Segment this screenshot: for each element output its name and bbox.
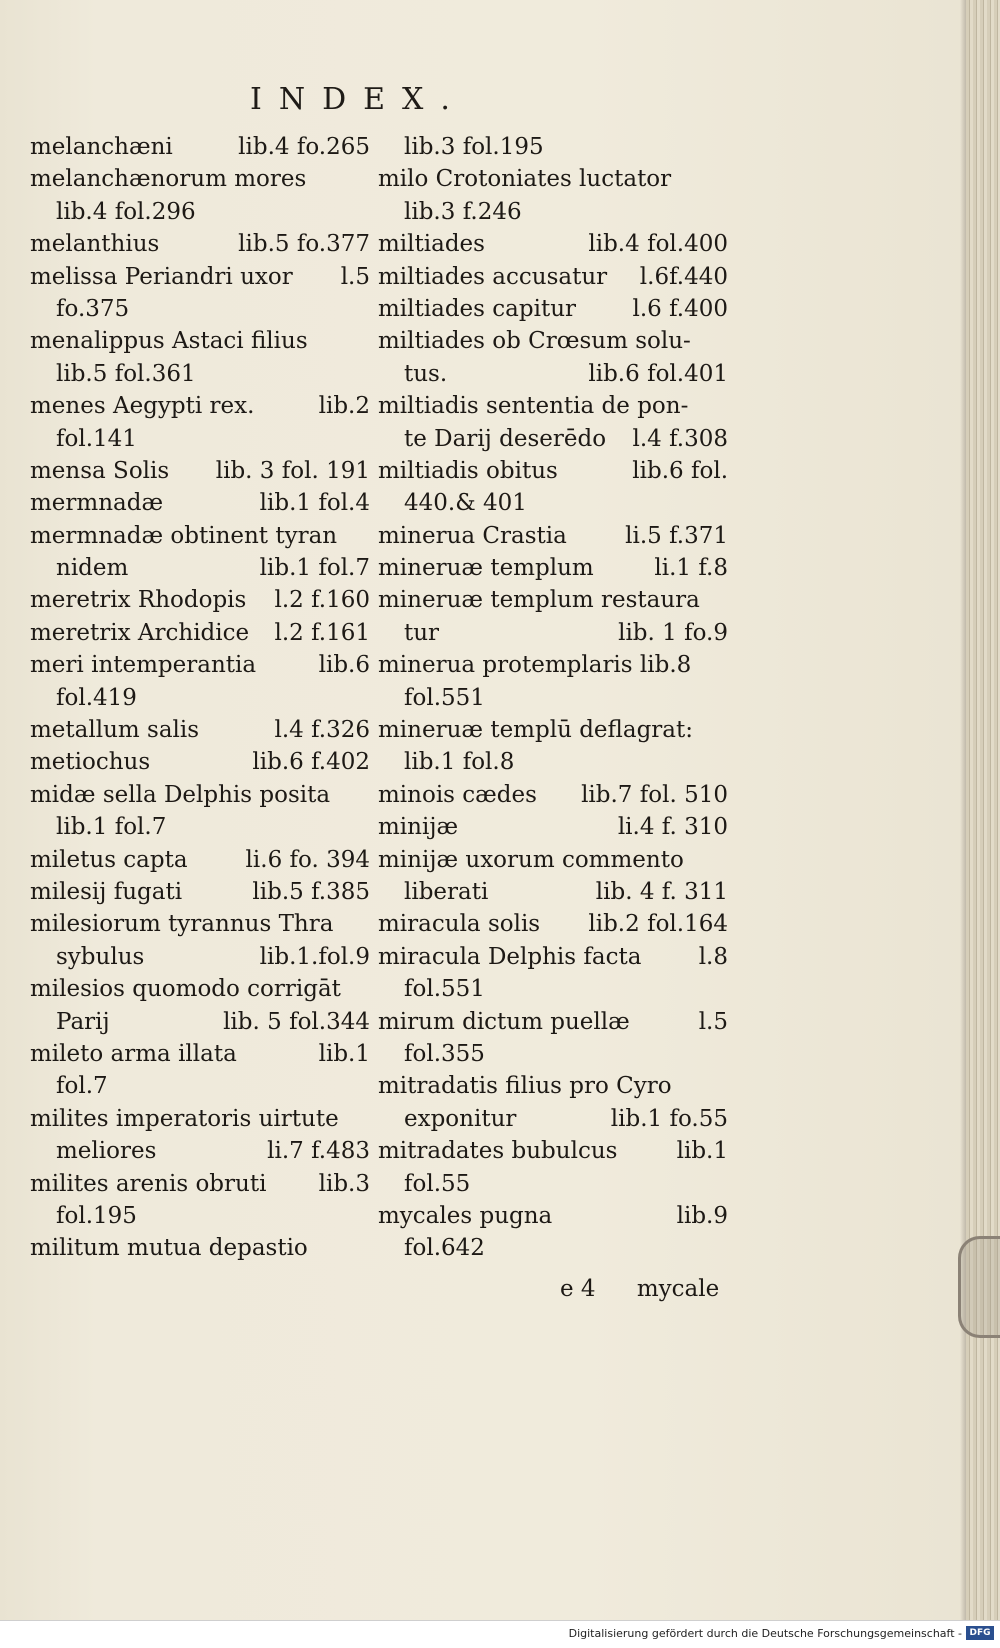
index-entry — [30, 973, 370, 1005]
index-entry — [378, 455, 728, 487]
index-entry — [378, 844, 728, 876]
entry-text: lib.5 fol.361 — [56, 360, 196, 387]
entry-text: miltiades ob Crœsum solu- — [378, 328, 691, 355]
index-entry — [378, 261, 728, 293]
index-entry — [30, 358, 370, 390]
entry-reference: l.6 f.400 — [632, 295, 728, 322]
entry-text: fol.355 — [404, 1040, 485, 1067]
entry-reference: lib. 1 fo.9 — [618, 619, 728, 646]
entry-text: meliores — [56, 1138, 157, 1165]
index-entry — [30, 941, 370, 973]
index-entry — [378, 1103, 728, 1135]
entry-text: lib.1 fol.7 — [56, 814, 167, 841]
entry-text: mineruæ templū deflagrat: — [378, 717, 694, 744]
index-entry — [378, 1038, 728, 1070]
entry-text: menalippus Astaci filius — [30, 328, 308, 355]
entry-text: 440.& 401 — [404, 490, 527, 517]
entry-text: meri intemperantia — [30, 652, 257, 679]
entry-reference: lib.1 fol.4 — [259, 490, 370, 517]
index-entry — [378, 876, 728, 908]
index-entry — [30, 423, 370, 455]
entry-text: miracula solis — [378, 911, 541, 938]
entry-text: melanchænorum mores — [30, 166, 307, 193]
entry-text: mermnadæ obtinent tyran — [30, 522, 338, 549]
index-entry — [30, 261, 370, 293]
index-entry — [378, 746, 728, 778]
entry-reference: lib.3 — [318, 1170, 370, 1197]
index-entry — [378, 649, 728, 681]
index-entry — [30, 844, 370, 876]
index-entry — [378, 1070, 728, 1102]
entry-text: fol.55 — [404, 1170, 471, 1197]
entry-text: mensa Solis — [30, 457, 170, 484]
index-entry — [30, 131, 370, 163]
entry-text: miracula Delphis facta — [378, 943, 642, 970]
index-entry — [378, 1200, 728, 1232]
index-entry — [30, 779, 370, 811]
index-entry — [30, 1232, 370, 1264]
entry-text: fol.551 — [404, 976, 485, 1003]
entry-reference: lib.1 fo.55 — [610, 1105, 728, 1132]
index-entry — [378, 1135, 728, 1167]
index-entry — [30, 1006, 370, 1038]
entry-text: miltiadis obitus — [378, 457, 558, 484]
entry-reference: lib.1.fol.9 — [259, 943, 370, 970]
index-entry — [30, 1135, 370, 1167]
entry-text: fol.642 — [404, 1235, 485, 1262]
signature-mark: e 4 — [560, 1276, 596, 1302]
entry-reference: lib.4 fo.265 — [238, 134, 370, 160]
index-entry — [378, 131, 728, 163]
entry-reference: li.4 f. 310 — [617, 814, 728, 841]
entry-reference: l.2 f.161 — [274, 619, 370, 646]
index-entry — [30, 196, 370, 228]
index-entry — [378, 325, 728, 357]
dfg-logo: DFG — [966, 1626, 994, 1640]
entry-reference: lib. 5 fol.344 — [223, 1008, 370, 1035]
entry-text: lib.4 fol.296 — [56, 198, 196, 225]
entry-text: fo.375 — [56, 295, 130, 322]
entry-text: milo Crotoniates luctator — [378, 166, 672, 193]
index-column-left — [30, 131, 370, 1265]
index-entry — [30, 584, 370, 616]
index-entry — [378, 714, 728, 746]
entry-text: mitradates bubulcus — [378, 1138, 618, 1165]
entry-text: melanthius — [30, 231, 160, 258]
entry-text: miltiadis sententia de pon- — [378, 393, 689, 420]
entry-text: menes Aegypti rex. — [30, 393, 255, 420]
index-entry — [30, 649, 370, 681]
entry-text: mineruæ templum restaura — [378, 587, 700, 614]
index-entry — [30, 811, 370, 843]
index-entry — [378, 908, 728, 940]
entry-reference: lib.6 fol.401 — [588, 360, 728, 387]
entry-text: melissa Periandri uxor — [30, 263, 293, 290]
entry-reference: lib. 3 fol. 191 — [215, 457, 370, 484]
entry-text: milites imperatoris uirtute — [30, 1105, 339, 1132]
entry-text: minijæ — [378, 814, 459, 841]
entry-text: fol.7 — [56, 1073, 108, 1100]
index-entry — [30, 293, 370, 325]
index-entry — [30, 1038, 370, 1070]
entry-reference: lib.2 — [318, 393, 370, 420]
entry-text: lib.3 f.246 — [404, 198, 522, 225]
index-entry — [30, 1200, 370, 1232]
catchword: mycale — [636, 1276, 720, 1302]
entry-reference: lib.1 — [676, 1138, 728, 1165]
index-entry — [30, 746, 370, 778]
index-entry — [378, 552, 728, 584]
index-entry — [378, 1006, 728, 1038]
page-stack-edge — [966, 0, 1000, 1622]
entry-text: milesij fugati — [30, 878, 183, 905]
index-entry — [378, 423, 728, 455]
entry-text: fol.419 — [56, 684, 137, 711]
index-entry — [378, 228, 728, 260]
entry-text: liberati — [404, 878, 489, 905]
index-entry — [30, 487, 370, 519]
entry-reference: lib.5 fo.377 — [238, 231, 370, 258]
entry-text: exponitur — [404, 1105, 517, 1132]
index-entry — [30, 520, 370, 552]
entry-text: meretrix Archidice — [30, 619, 250, 646]
entry-text: fol.551 — [404, 684, 485, 711]
entry-reference: li.7 f.483 — [267, 1138, 370, 1165]
entry-reference: l.5 — [698, 1008, 728, 1035]
index-entry — [378, 520, 728, 552]
entry-text: milesiorum tyrannus Thra — [30, 911, 334, 938]
entry-text: nidem — [56, 555, 129, 582]
index-entry — [378, 196, 728, 228]
index-entry — [378, 293, 728, 325]
entry-reference: li.1 f.8 — [654, 555, 728, 582]
entry-reference: l.8 — [698, 943, 728, 970]
entry-text: minijæ uxorum commento — [378, 846, 684, 873]
entry-reference: lib.1 fol.7 — [259, 555, 370, 582]
index-entry — [30, 876, 370, 908]
entry-text: fol.195 — [56, 1202, 137, 1229]
index-entry — [378, 682, 728, 714]
entry-reference: lib.1 — [318, 1040, 370, 1067]
index-entry — [30, 163, 370, 195]
page-footer — [560, 1276, 719, 1302]
entry-reference: lib.5 f.385 — [252, 878, 370, 905]
entry-text: metiochus — [30, 749, 151, 776]
entry-text: mileto arma illata — [30, 1040, 237, 1067]
entry-text: lib.1 fol.8 — [404, 749, 515, 776]
entry-text: te Darij deserēdo — [404, 425, 607, 452]
entry-text: minerua Crastia — [378, 522, 567, 549]
index-entry — [378, 358, 728, 390]
index-entry — [30, 455, 370, 487]
entry-reference: lib.9 — [676, 1202, 728, 1229]
entry-text: milesios quomodo corrigāt — [30, 976, 341, 1003]
entry-reference: lib.7 fol. 510 — [581, 781, 728, 808]
entry-reference: lib. 4 f. 311 — [595, 878, 728, 905]
index-entry — [30, 1168, 370, 1200]
entry-reference: l.4 f.326 — [274, 717, 370, 744]
entry-text: miltiades — [378, 231, 485, 258]
entry-text: militum mutua depastio — [30, 1235, 308, 1262]
index-entry — [378, 584, 728, 616]
entry-reference: l.2 f.160 — [274, 587, 370, 614]
entry-text: mirum dictum puellæ — [378, 1008, 630, 1035]
entry-text: tus. — [404, 360, 448, 387]
entry-text: mermnadæ — [30, 490, 164, 517]
entry-text: miltiades accusatur — [378, 263, 608, 290]
index-entry — [30, 1103, 370, 1135]
entry-text: mitradatis filius pro Cyro — [378, 1073, 672, 1100]
entry-text: mycales pugna — [378, 1202, 553, 1229]
entry-text: melanchæni — [30, 134, 173, 160]
index-entry — [378, 779, 728, 811]
entry-reference: l.6f.440 — [639, 263, 728, 290]
index-column-right — [378, 131, 728, 1265]
entry-text: midæ sella Delphis posita — [30, 781, 331, 808]
digitization-credit: Digitalisierung gefördert durch die Deutsche Forschungsgemeinschaft - — [568, 1627, 962, 1640]
index-entry — [30, 617, 370, 649]
index-entry — [378, 973, 728, 1005]
entry-reference: li.6 fo. 394 — [245, 846, 370, 873]
index-entry — [30, 682, 370, 714]
entry-reference: lib.6 — [318, 652, 370, 679]
entry-text: mineruæ templum — [378, 555, 594, 582]
entry-reference: lib.6 fol. — [632, 457, 728, 484]
index-entry — [378, 487, 728, 519]
entry-text: miltiades capitur — [378, 295, 577, 322]
entry-reference: l.4 f.308 — [632, 425, 728, 452]
index-entry — [378, 163, 728, 195]
entry-reference: li.5 f.371 — [625, 522, 728, 549]
entry-text: metallum salis — [30, 717, 200, 744]
index-entry — [30, 908, 370, 940]
page-title: INDEX. — [250, 82, 467, 117]
index-entry — [30, 228, 370, 260]
entry-reference: lib.2 fol.164 — [588, 911, 728, 938]
entry-text: miletus capta — [30, 846, 188, 873]
book-clasp — [958, 1236, 1000, 1338]
index-entry — [378, 1168, 728, 1200]
entry-text: meretrix Rhodopis — [30, 587, 247, 614]
index-entry — [378, 617, 728, 649]
index-entry — [378, 390, 728, 422]
index-entry — [30, 552, 370, 584]
entry-reference: lib.4 fol.400 — [588, 231, 728, 258]
entry-text: minois cædes — [378, 781, 537, 808]
index-entry — [30, 325, 370, 357]
index-entry — [30, 714, 370, 746]
index-entry — [378, 1232, 728, 1264]
entry-reference: lib.6 f.402 — [252, 749, 370, 776]
index-entry — [378, 941, 728, 973]
index-entry — [378, 811, 728, 843]
index-entry — [30, 390, 370, 422]
entry-text: milites arenis obruti — [30, 1170, 267, 1197]
index-entry — [30, 1070, 370, 1102]
entry-text: tur — [404, 619, 440, 646]
entry-text: lib.3 fol.195 — [404, 134, 544, 160]
entry-text: Parij — [56, 1008, 110, 1035]
entry-text: sybulus — [56, 943, 145, 970]
entry-text: fol.141 — [56, 425, 137, 452]
entry-text: minerua protemplaris lib.8 — [378, 652, 692, 679]
entry-reference: l.5 — [340, 263, 370, 290]
